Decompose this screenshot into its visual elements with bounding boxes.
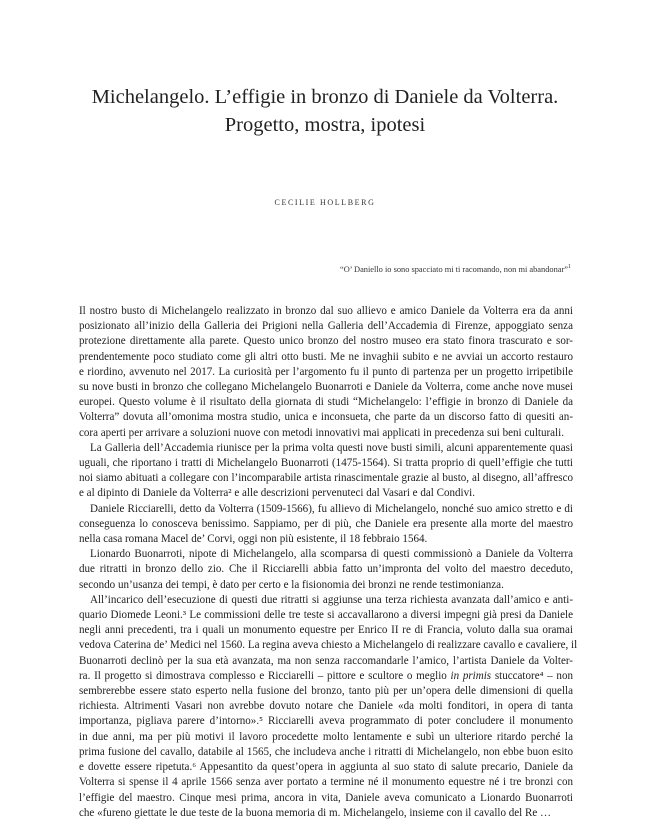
epigraph-footnote-ref: 1	[568, 264, 571, 271]
text-line: ra. Il progetto si dimostrava complesso e Ricciarelli – pittore e scultore o meglio in primis stuccatore⁴ – non	[79, 669, 573, 682]
text-line: importanza, pigliava parere d’intorno».⁵ Ricciarelli aveva programmato di poter concludere il monumento	[79, 715, 573, 728]
text-line: e dovette essere ripetuta.⁶ Appesantito da quest’opera in aggiunta al suo stato di salute precario, Daniele da	[79, 761, 573, 774]
text-line: prendentemente poco studiato come gli altri otto busti. Me ne invaghii subito e ne avviai un accorto restauro	[79, 350, 573, 363]
epigraph-text: “O’ Daniello io sono spacciato mi ti racomando, non mi abandonar”	[340, 265, 568, 274]
text-line: prima fusione del cavallo, databile al 1565, che includeva anche i ritratti di Michelangelo, non ebbe buon esito	[79, 745, 573, 758]
text-line: La Galleria dell’Accademia riunisce per la prima volta questi nove busti simili, alcuni apparentemente quasi	[90, 441, 573, 454]
paragraph-1	[79, 304, 573, 441]
text-line: quario Diomede Leoni.³ Le commissioni delle tre teste si accavallarono a diversi impegni già presi da Daniele	[79, 609, 573, 622]
text-line: vedova Caterina de’ Medici nel 1560. La regina aveva chiesto a Michelangelo di realizzare cavallo e cavaliere, il	[79, 639, 578, 652]
epigraph	[340, 265, 571, 274]
text-line: in due anni, ma per più motivi il lavoro procedette molto lentamente e subì un ulteriore ritardo perché la	[79, 730, 573, 743]
page-title	[60, 83, 590, 139]
text-line: All’incarico dell’esecuzione di questi due ritratti si aggiunse una terza richiesta avanzata dall’amico e anti-	[90, 593, 573, 606]
text-line: Lionardo Buonarroti, nipote di Michelangelo, alla scomparsa di questi commissionò a Daniele da Volterra	[90, 548, 573, 561]
text-line: Volterra” dovuta all’omonima mostra studio, unica e inconsueta, che parte da un discorso fatto di quesiti an-	[79, 411, 573, 424]
text-line: nella casa romana Macel de’ Corvi, oggi non più esistente, il 18 febbraio 1564.	[79, 533, 428, 546]
text-line: cora aperti per arrivare a soluzioni nuove con metodi innovativi mai applicati in precedenza sui beni culturali.	[79, 426, 564, 439]
text-line: protezione direttamente alla parete. Questo unico bronzo del nostro museo era stato finora trascurato e sor-	[79, 335, 573, 348]
paragraph-3	[79, 502, 573, 548]
text-line: Daniele Ricciarelli, detto da Volterra (1509-1566), fu allievo di Michelangelo, nonché suo amico stretto e di	[90, 502, 573, 515]
text-line: negli anni precedenti, tra i quali un monumento equestre per Enrico II re di Francia, voluto dalla sua oramai	[79, 624, 573, 637]
text-line: e riordino, avvenuto nel 2017. La curiosità per l’argomento fu il punto di partenza per un progetto irripetibile	[79, 365, 573, 378]
title-line-2: Progetto, mostra, ipotesi	[224, 114, 426, 136]
title-line-1: Michelangelo. L’effigie in bronzo di Daniele da Volterra.	[91, 86, 559, 108]
text-line: Il nostro busto di Michelangelo realizzato in bronzo dal suo allievo e amico Daniele da Volterra era da anni	[79, 305, 573, 317]
italic-phrase: in primis	[450, 669, 492, 682]
text-line: due ritratti in bronzo dello zio. Che il Ricciarelli abbia fatto un’impronta del volto del maestro deceduto,	[79, 563, 573, 576]
text-line: e al dipinto di Daniele da Volterra² e alle descrizioni pervenuteci dal Vasari e dal Condivi.	[79, 487, 475, 500]
text-line: Buonarroti declinò per la sua età avanzata, ma non senza raccomandarle l’amico, l’artista Daniele da Volter-	[79, 654, 573, 667]
text-line: conseguenza lo conosceva benissimo. Sappiamo, per di più, che Daniele era presente alla morte del maestro	[79, 517, 573, 530]
text-line: l’effigie del maestro. Cinque mesi prima, ancora in vita, Daniele aveva comunicato a Lionardo Buonarroti	[79, 791, 573, 804]
paragraph-2	[79, 441, 573, 502]
text-line: noi siamo abituati a collegare con l’incomparabile artista rinascimentale grazie al busto, al disegno, all’affresco	[79, 472, 573, 485]
text-line: che «fureno giettate le due teste de la buona memoria di m. Michelangelo, insieme con il cavallo del Re …	[79, 806, 552, 819]
text-line: sembrerebbe essere stato esperto nella fusione del bronzo, tanto più per un’opera delle dimensioni di quella	[79, 685, 573, 698]
author-name: CECILIE HOLLBERG	[274, 198, 376, 207]
text-line: posizionato all’inizio della Galleria dei Prigioni nella Galleria dell’Accademia di Firenze, appoggiato senza	[79, 320, 573, 333]
text-line: secondo un’usanza dei tempi, è dato per certo e la fisionomia dei bronzi ne rende testimonianza.	[79, 578, 504, 591]
text-line: richiesta. Altrimenti Vasari non avrebbe dovuto notare che Daniele «da molti fonditori, in opera di tanta	[79, 700, 573, 713]
text-line: europei. Questo volume è il risultato della giornata di studi “Michelangelo: l’effigie in bronzo di Daniele da	[79, 396, 573, 409]
text-line: uguali, che riportano i tratti di Michelangelo Buonarroti (1475-1564). Si tratta proprio di quell’effigie che tutti	[79, 457, 573, 470]
text-line: Volterra si spense il 4 aprile 1566 senza aver portato a termine né il monumento equestre né i tre bronzi con	[79, 776, 573, 789]
paragraph-5	[79, 593, 578, 821]
paragraph-4	[79, 547, 573, 593]
text-line: su nove busti in bronzo che collegano Michelangelo Buonarroti e Daniele da Volterra, come anche nove musei	[79, 381, 573, 394]
body-text	[79, 304, 578, 821]
